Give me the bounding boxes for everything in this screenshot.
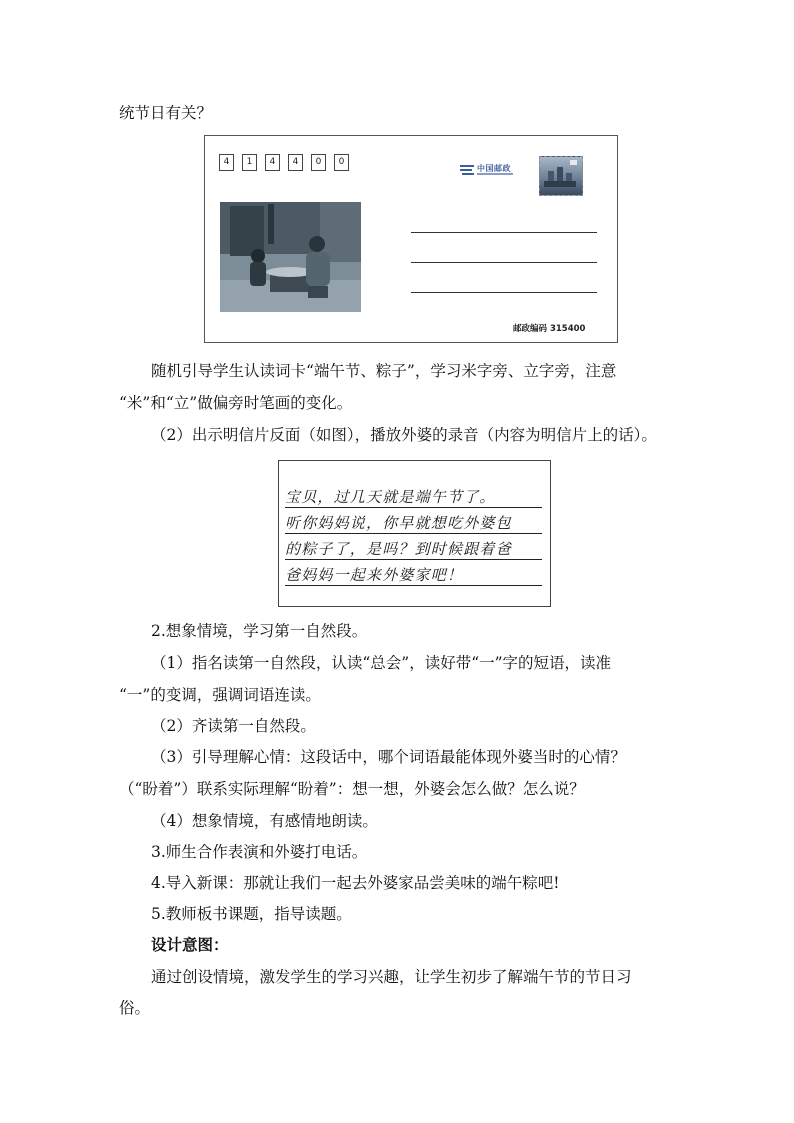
address-line <box>411 292 597 293</box>
message-line: 爸妈妈一起来外婆家吧！ <box>285 565 542 586</box>
logo-underline <box>477 173 513 175</box>
message-line: 的粽子了，是吗？到时候跟着爸 <box>285 539 542 560</box>
zip-digit-box: 4 <box>265 154 280 171</box>
step-line: （3）引导理解心情：这段话中，哪个词语最能体现外婆当时的心情？ <box>151 748 626 766</box>
message-line: 听你妈妈说，你早就想吃外婆包 <box>285 513 542 534</box>
paragraph-line: “米”和“立”做偏旁时笔画的变化。 <box>119 394 353 412</box>
zip-digit-box: 0 <box>311 154 326 171</box>
step-heading: 2.想象情境，学习第一自然段。 <box>151 622 368 640</box>
step-line: “一”的变调，强调词语连读。 <box>119 686 321 704</box>
step-heading: 3.师生合作表演和外婆打电话。 <box>151 843 368 861</box>
post-emblem-icon <box>459 163 475 177</box>
postcard-message-figure <box>278 460 551 607</box>
china-post-logo <box>459 161 519 187</box>
text-line: 统节日有关？ <box>119 104 213 122</box>
paragraph-line: 随机引导学生认读词卡“端午节、粽子”，学习米字旁、立字旁，注意 <box>151 362 617 380</box>
step-line: （“盼着”）联系实际理解“盼着”：想一想，外婆会怎么做？怎么说？ <box>119 780 585 798</box>
message-line: 宝贝，过几天就是端午节了。 <box>285 487 542 508</box>
grandma-photo-image <box>220 202 361 312</box>
address-line <box>411 232 597 233</box>
postcard-figure <box>204 135 618 343</box>
paragraph-line: （2）出示明信片反面（如图），播放外婆的录音（内容为明信片上的话）。 <box>151 426 657 444</box>
step-line: （4）想象情境，有感情地朗读。 <box>151 812 378 830</box>
zip-digit-box: 0 <box>334 154 349 171</box>
postcode-label: 邮政编码 315400 <box>513 324 586 334</box>
step-heading: 5.教师板书课题，指导读题。 <box>151 905 352 923</box>
step-line: （2）齐读第一自然段。 <box>151 717 316 735</box>
zip-digit-box: 4 <box>219 154 234 171</box>
zip-digit-box: 1 <box>242 154 257 171</box>
postcard-photo <box>220 202 361 312</box>
logo-text: 中国邮政 <box>477 164 511 173</box>
paragraph-line: 通过创设情境，激发学生的学习兴趣，让学生初步了解端午节的节日习 <box>151 968 632 986</box>
step-heading: 4.导入新课：那就让我们一起去外婆家品尝美味的端午粽吧! <box>151 874 560 892</box>
step-line: （1）指名读第一自然段，认读“总会”，读好带“一”字的短语，读准 <box>151 654 612 672</box>
design-intent-heading: 设计意图： <box>151 935 229 954</box>
zip-code-boxes <box>219 154 349 171</box>
address-line <box>411 262 597 263</box>
paragraph-line: 俗。 <box>119 999 151 1017</box>
stamp-ship-icon <box>540 157 580 193</box>
stamp-image <box>539 156 583 196</box>
zip-digit-box: 4 <box>288 154 303 171</box>
